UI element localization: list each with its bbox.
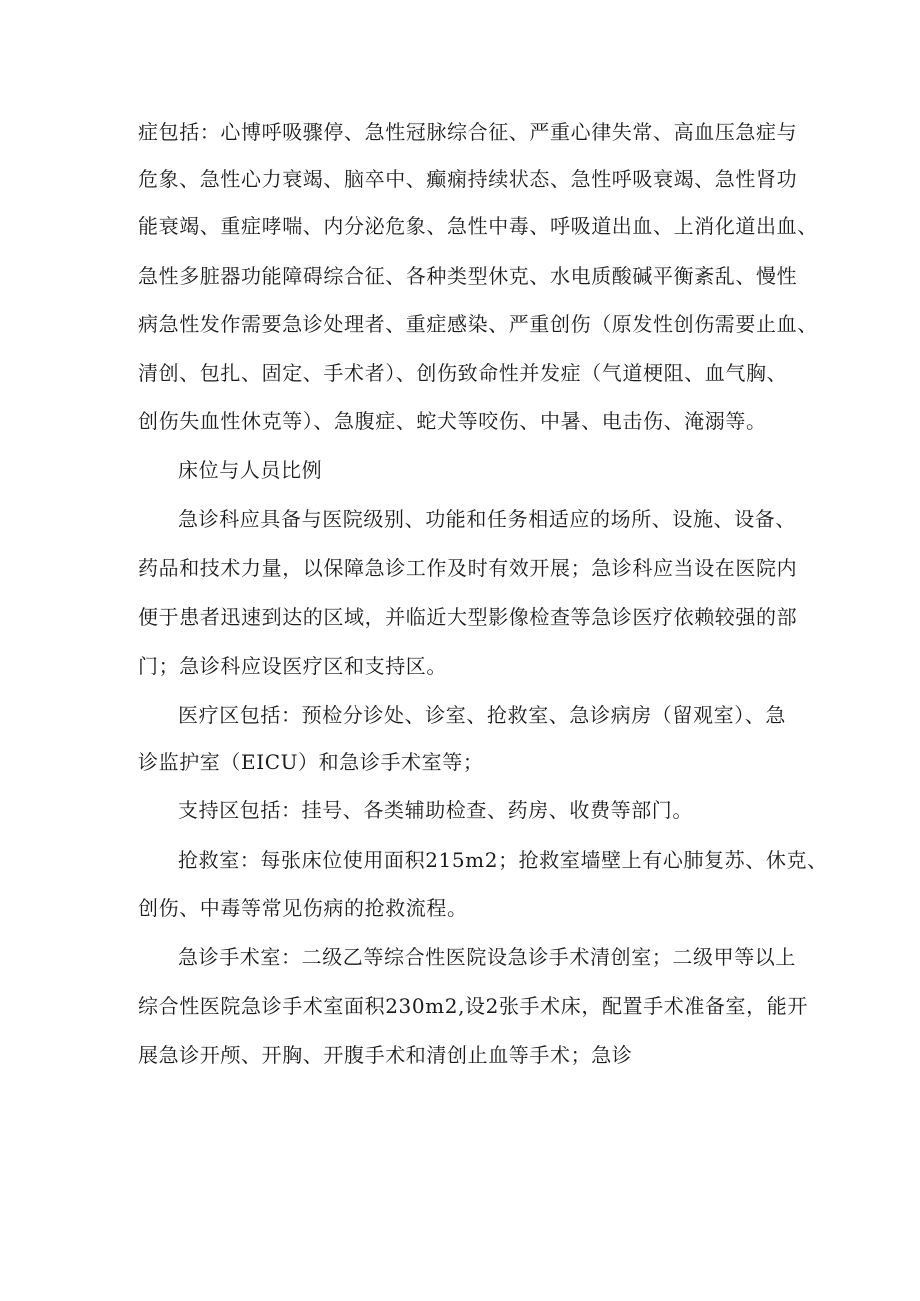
text-line: 清创、包扎、固定、手术者）、创伤致命性并发症（气道梗阻、血气胸、 bbox=[138, 361, 788, 385]
text-line: 危象、急性心力衰竭、脑卒中、癫痫持续状态、急性呼吸衰竭、急性肾功 bbox=[138, 167, 798, 191]
text-line: 药品和技术力量，以保障急诊工作及时有效开展；急诊科应当设在医院内 bbox=[138, 556, 798, 580]
text-line: 支持区包括：挂号、各类辅助检查、药房、收费等部门。 bbox=[178, 798, 693, 822]
text-line: 诊监护室（EICU）和急诊手术室等； bbox=[138, 750, 484, 774]
text-line: 抢救室：每张床位使用面积215m2；抢救室墙壁上有心肺复苏、休克、 bbox=[178, 848, 828, 872]
text-line: 便于患者迅速到达的区域，并临近大型影像检查等急诊医疗依赖较强的部 bbox=[138, 605, 798, 629]
text-line: 门；急诊科应设医疗区和支持区。 bbox=[138, 654, 447, 678]
text-line: 急诊手术室：二级乙等综合性医院设急诊手术清创室；二级甲等以上 bbox=[178, 945, 796, 969]
text-line: 症包括：心博呼吸骤停、急性冠脉综合征、严重心律失常、高血压急症与 bbox=[138, 120, 798, 144]
text-line: 急诊科应具备与医院级别、功能和任务相适应的场所、设施、设备、 bbox=[178, 507, 796, 531]
text-line: 创伤、中毒等常见伤病的抢救流程。 bbox=[138, 896, 468, 920]
text-line: 能衰竭、重症哮喘、内分泌危象、急性中毒、呼吸道出血、上消化道出血、 bbox=[138, 214, 818, 238]
text-line: 急性多脏器功能障碍综合征、各种类型休克、水电质酸碱平衡紊乱、慢性 bbox=[138, 264, 798, 288]
text-line: 创伤失血性休克等）、急腹症、蛇犬等咬伤、中暑、电击伤、淹溺等。 bbox=[138, 409, 767, 433]
text-line: 病急性发作需要急诊处理者、重症感染、严重创伤（原发性创伤需要止血、 bbox=[138, 312, 818, 336]
text-line: 医疗区包括：预检分诊处、诊室、抢救室、急诊病房（留观室）、急 bbox=[178, 703, 786, 727]
text-line: 展急诊开颅、开胸、开腹手术和清创止血等手术；急诊 bbox=[138, 1043, 633, 1067]
section-heading: 床位与人员比例 bbox=[178, 458, 323, 482]
text-line: 综合性医院急诊手术室面积230m2,设2张手术床，配置手术准备室，能开 bbox=[138, 994, 808, 1018]
